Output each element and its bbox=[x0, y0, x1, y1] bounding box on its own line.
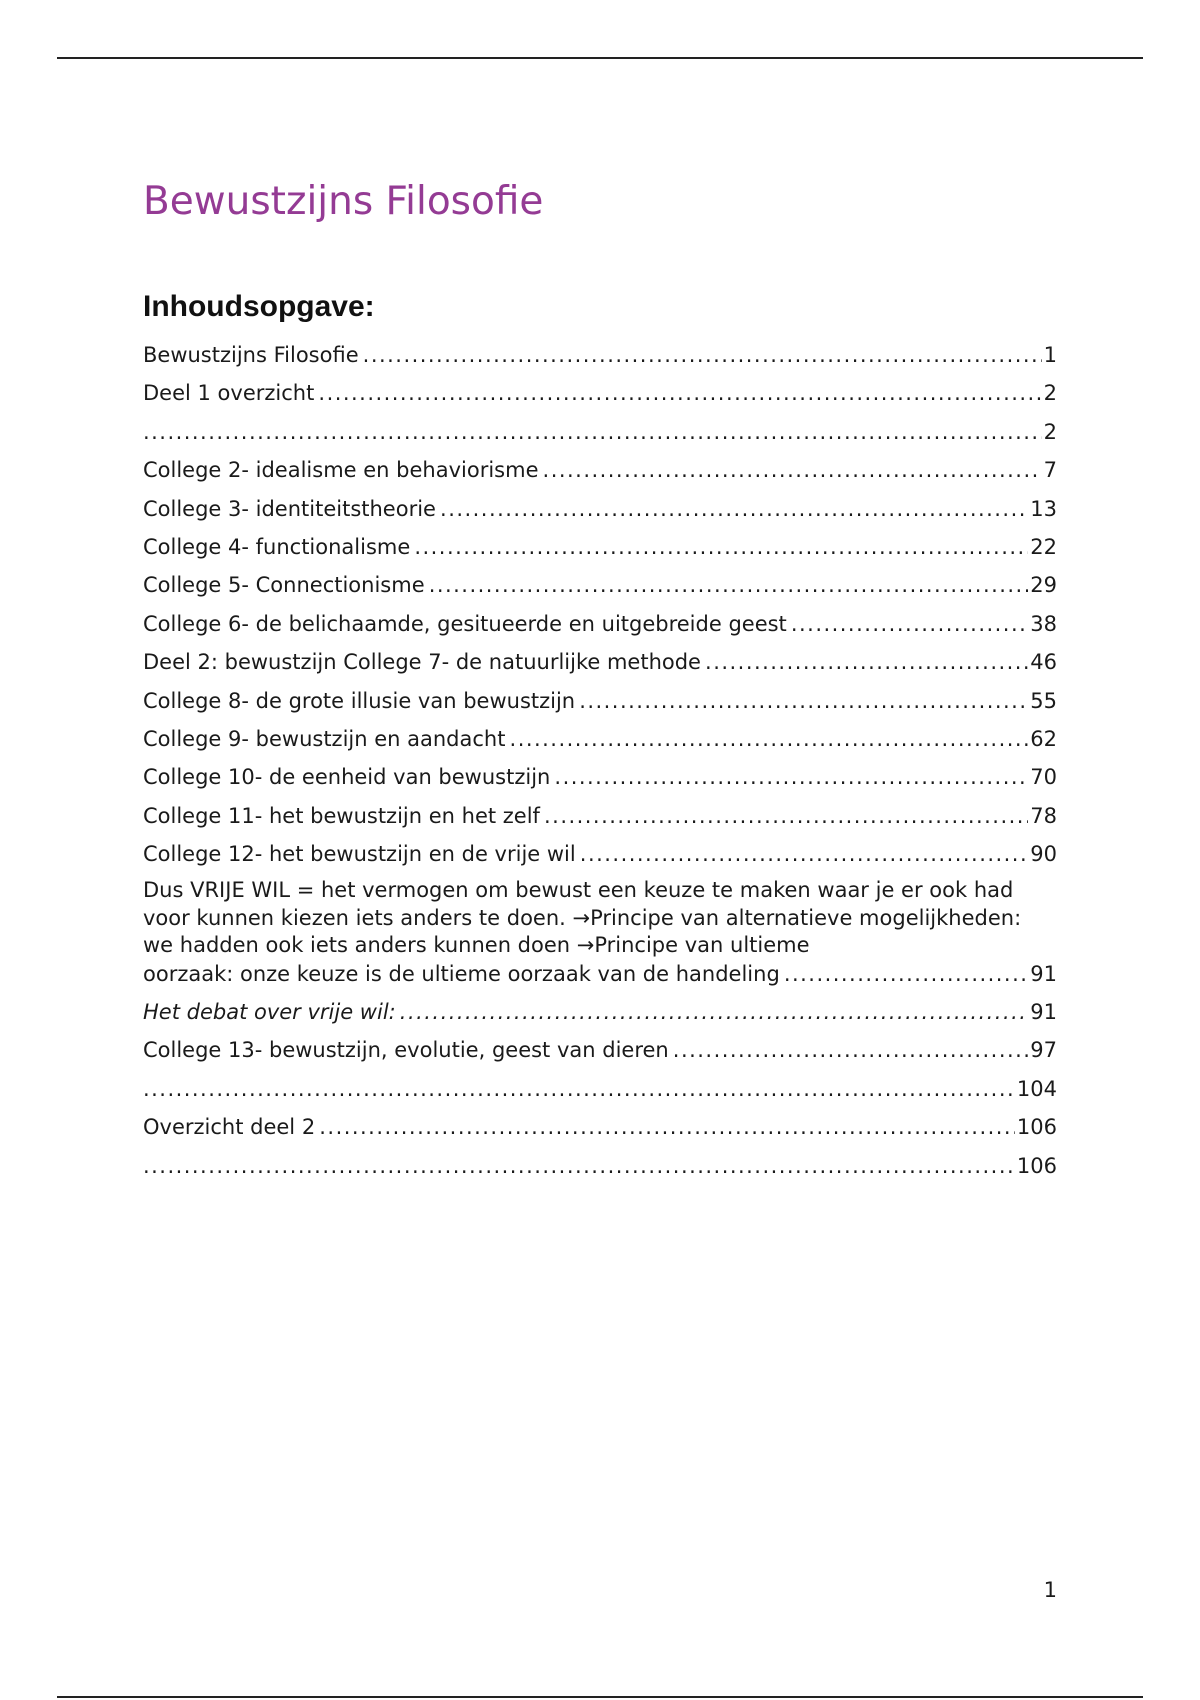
toc-entry-page: 46 bbox=[1028, 647, 1057, 677]
toc-entry-label: College 8- de grote illusie van bewustzijn . . . bbox=[143, 689, 1057, 713]
toc-entry-label: College 2- idealisme en behaviorisme . . . bbox=[143, 458, 1057, 482]
toc-entry-page: 90 bbox=[1028, 839, 1057, 869]
toc-entry[interactable] bbox=[143, 686, 1057, 716]
toc-entry-page: 70 bbox=[1028, 762, 1057, 792]
toc-entry-label: College 11- het bewustzijn en het zelf . . . bbox=[143, 804, 1057, 828]
toc-entry-last-line bbox=[143, 960, 1057, 988]
toc-entry-page: 97 bbox=[1028, 1035, 1057, 1065]
toc-entry-page: 55 bbox=[1028, 686, 1057, 716]
toc-entry-label: Bewustzijns Filosofie . . . bbox=[143, 343, 1057, 367]
toc-entry[interactable] bbox=[143, 417, 1057, 447]
document-title: Bewustzijns Filosofie bbox=[143, 179, 544, 224]
toc-entry-label bbox=[143, 1154, 1057, 1178]
toc-entry[interactable] bbox=[143, 1112, 1057, 1142]
toc-entry-page: 62 bbox=[1028, 724, 1057, 754]
toc-entry-page: 13 bbox=[1028, 494, 1057, 524]
toc-entry-page: 106 bbox=[1015, 1112, 1057, 1142]
toc-entry[interactable] bbox=[143, 1151, 1057, 1181]
toc-entry[interactable] bbox=[143, 762, 1057, 792]
toc-entry[interactable] bbox=[143, 1035, 1057, 1065]
toc-entry-label: College 9- bewustzijn en aandacht . . . bbox=[143, 727, 1057, 751]
toc-entry-page: 7 bbox=[1042, 455, 1057, 485]
toc-entry-label bbox=[143, 420, 1057, 444]
toc-entry-multiline[interactable] bbox=[143, 877, 1057, 988]
toc-entry-label: College 3- identiteitstheorie . . . bbox=[143, 497, 1057, 521]
toc-entry-page: 1 bbox=[1042, 340, 1057, 370]
toc-entry-page: 106 bbox=[1015, 1151, 1057, 1181]
toc-entry-page: 29 bbox=[1028, 570, 1057, 600]
toc-entry-page: 38 bbox=[1028, 609, 1057, 639]
toc-entry[interactable] bbox=[143, 494, 1057, 524]
toc-entry[interactable] bbox=[143, 609, 1057, 639]
toc-entry-page: 91 bbox=[1030, 961, 1057, 986]
toc-entry[interactable] bbox=[143, 340, 1057, 370]
toc-entry[interactable] bbox=[143, 997, 1057, 1027]
toc-entry-label bbox=[143, 1077, 1057, 1101]
toc-entry-wrapped-text: Dus VRIJE WIL = het vermogen om bewust een keuze te maken waar je er ook had voor kunnen kiezen iets anders te doen. →Principe van alternatieve mogelijkheden: we hadden ook iets anders kunnen doen →Principe van ultieme bbox=[143, 878, 1022, 958]
toc-entry[interactable] bbox=[143, 1074, 1057, 1104]
toc-entry-label: Overzicht deel 2 . . . bbox=[143, 1115, 1057, 1139]
table-of-contents bbox=[143, 340, 1057, 1189]
toc-entry[interactable] bbox=[143, 455, 1057, 485]
toc-entry[interactable] bbox=[143, 724, 1057, 754]
toc-entry-page: 2 bbox=[1042, 378, 1057, 408]
toc-entry[interactable] bbox=[143, 647, 1057, 677]
header-rule bbox=[57, 57, 1143, 59]
toc-entry-label: College 13- bewustzijn, evolutie, geest van dieren . . . bbox=[143, 1038, 1057, 1062]
toc-heading: Inhoudsopgave: bbox=[143, 290, 375, 323]
toc-entry[interactable] bbox=[143, 570, 1057, 600]
toc-entry-label: College 12- het bewustzijn en de vrije wil . . . bbox=[143, 842, 1057, 866]
toc-entry[interactable] bbox=[143, 839, 1057, 869]
toc-entry[interactable] bbox=[143, 378, 1057, 408]
toc-entry-label: College 4- functionalisme . . . bbox=[143, 535, 1057, 559]
toc-entry-label: Het debat over vrije wil: . . . bbox=[143, 1000, 1057, 1024]
toc-entry-page: 91 bbox=[1028, 997, 1057, 1027]
toc-entry[interactable] bbox=[143, 801, 1057, 831]
toc-entry-label: College 5- Connectionisme . . . bbox=[143, 573, 1057, 597]
page-number: 1 bbox=[1043, 1578, 1057, 1602]
toc-entry-label: oorzaak: onze keuze is de ultieme oorzaak van de handeling . . . bbox=[143, 962, 1057, 986]
toc-entry-page: 78 bbox=[1028, 801, 1057, 831]
toc-entry-label: College 10- de eenheid van bewustzijn . . . bbox=[143, 765, 1057, 789]
footer-rule bbox=[57, 1696, 1143, 1698]
toc-entry-label: Deel 1 overzicht . . . bbox=[143, 381, 1057, 405]
toc-entry-page: 2 bbox=[1042, 417, 1057, 447]
toc-entry-page: 104 bbox=[1015, 1074, 1057, 1104]
toc-entry-page: 22 bbox=[1028, 532, 1057, 562]
toc-entry[interactable] bbox=[143, 532, 1057, 562]
toc-entry-label: College 6- de belichaamde, gesitueerde en uitgebreide geest . . . bbox=[143, 612, 1057, 636]
toc-entry-label: Deel 2: bewustzijn College 7- de natuurlijke methode . . . bbox=[143, 650, 1057, 674]
